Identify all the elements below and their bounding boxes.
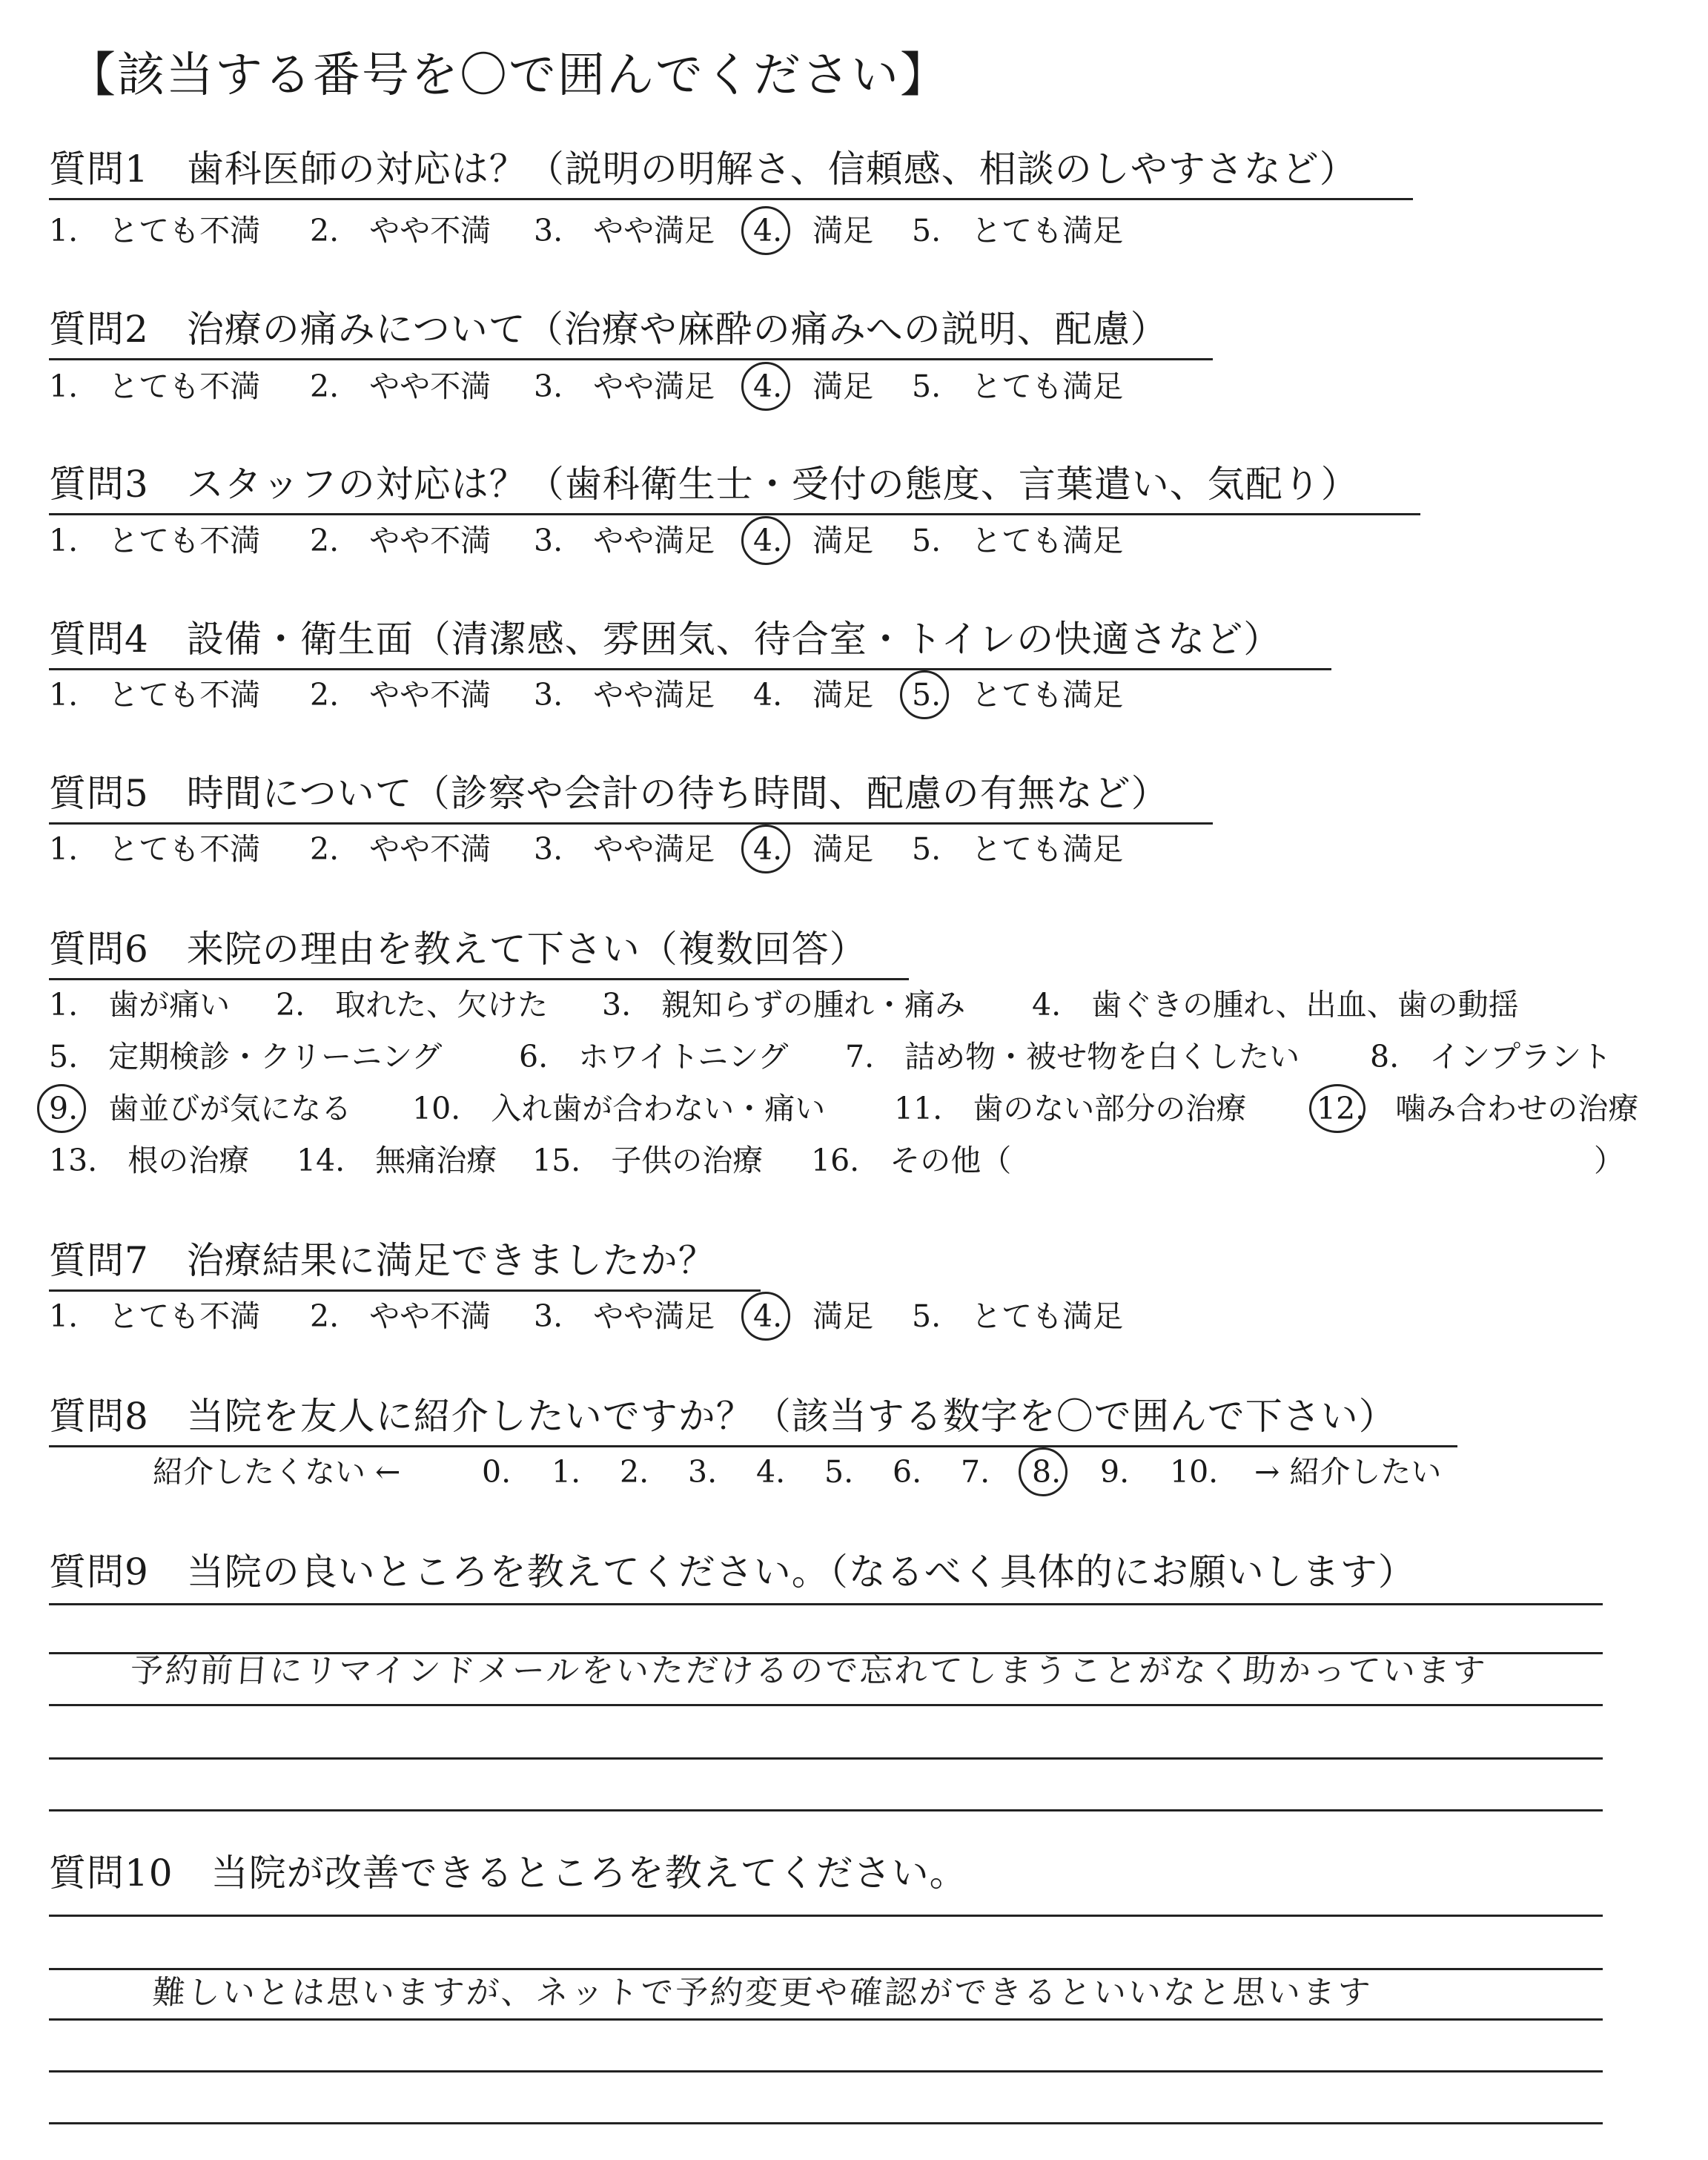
q1-option-4[interactable]: 4. 満足 <box>753 213 874 248</box>
q6-option-10[interactable]: 10. 入れ歯が合わない・痛い <box>412 1091 826 1126</box>
q5-option-3[interactable]: 3. やや満足 <box>534 831 715 867</box>
q2-option-1[interactable]: 1. とても不満 <box>49 369 261 404</box>
q2-selection-circle <box>741 362 790 411</box>
q6-option-6[interactable]: 6. ホワイトニング <box>519 1039 789 1074</box>
q8-score-0[interactable]: 0. <box>482 1454 512 1490</box>
q8-selection-circle <box>1019 1447 1068 1496</box>
q8-score-10[interactable]: 10. <box>1170 1454 1219 1490</box>
q10-handwritten-answer[interactable]: 難しいとは思いますが、ネットで予約変更や確認ができるといいなと思います <box>151 1974 1374 2012</box>
q8-score-9[interactable]: 9. <box>1100 1454 1130 1490</box>
q7-option-1[interactable]: 1. とても不満 <box>49 1298 261 1334</box>
q6-option-3[interactable]: 3. 親知らずの腫れ・痛み <box>602 987 966 1023</box>
q1-option-2[interactable]: 2. やや不満 <box>310 213 491 248</box>
q4-option-4[interactable]: 4. 満足 <box>753 677 874 713</box>
q7-option-2[interactable]: 2. やや不満 <box>310 1298 491 1334</box>
question-7-underline <box>49 1289 761 1292</box>
q10-answer-line-4 <box>49 2070 1603 2073</box>
q8-score-7[interactable]: 7. <box>961 1454 990 1490</box>
q6-option-4[interactable]: 4. 歯ぐきの腫れ、出血、歯の動揺 <box>1032 987 1519 1023</box>
question-5-title: 質問5 時間について（診察や会計の待ち時間、配慮の有無など） <box>49 772 1169 815</box>
q10-answer-line-3 <box>49 2018 1603 2021</box>
question-3-title: 質問3 スタッフの対応は？（歯科衛生士・受付の態度、言葉遣い、気配り） <box>49 463 1359 506</box>
q6-option-11[interactable]: 11. 歯のない部分の治療 <box>894 1091 1247 1126</box>
question-5-underline <box>49 822 1213 825</box>
q7-selection-circle <box>741 1292 790 1341</box>
question-7-title: 質問7 治療結果に満足できましたか？ <box>49 1239 716 1282</box>
question-4-title: 質問4 設備・衛生面（清潔感、雰囲気、待合室・トイレの快適さなど） <box>49 618 1282 661</box>
q9-answer-line-3 <box>49 1704 1603 1706</box>
q4-option-3[interactable]: 3. やや満足 <box>534 677 715 713</box>
question-10-title: 質問10 当院が改善できるところを教えてください。 <box>49 1852 967 1895</box>
q8-scale-right-label: → 紹介したい <box>1254 1454 1442 1490</box>
q6-option-1[interactable]: 1. 歯が痛い <box>49 987 231 1023</box>
q6-option-5[interactable]: 5. 定期検診・クリーニング <box>49 1039 443 1074</box>
q7-option-5[interactable]: 5. とても満足 <box>912 1298 1124 1334</box>
q8-score-6[interactable]: 6. <box>893 1454 922 1490</box>
q9-answer-line-4 <box>49 1757 1603 1760</box>
q6-option-7[interactable]: 7. 詰め物・被せ物を白くしたい <box>845 1039 1300 1074</box>
q10-answer-line-5 <box>49 2122 1603 2124</box>
q6-option-14[interactable]: 14. 無痛治療 <box>297 1143 497 1178</box>
q6-other-close-paren: ） <box>1594 1143 1624 1178</box>
q3-option-1[interactable]: 1. とても不満 <box>49 523 261 558</box>
q5-option-1[interactable]: 1. とても不満 <box>49 831 261 867</box>
question-2-underline <box>49 358 1213 360</box>
q6-option-8[interactable]: 8. インプラント <box>1370 1039 1612 1074</box>
q8-score-2[interactable]: 2. <box>620 1454 649 1490</box>
q3-option-3[interactable]: 3. やや満足 <box>534 523 715 558</box>
q8-score-8[interactable]: 8. <box>1032 1454 1062 1490</box>
q8-score-4[interactable]: 4. <box>756 1454 786 1490</box>
question-8-underline <box>49 1445 1457 1447</box>
q6-option-15[interactable]: 15. 子供の治療 <box>532 1143 764 1178</box>
q6-option-9[interactable]: 9. 歯並びが気になる <box>49 1091 352 1126</box>
q6-option-13[interactable]: 13. 根の治療 <box>49 1143 250 1178</box>
question-9-title: 質問9 当院の良いところを教えてください。（なるべく具体的にお願いします） <box>49 1550 1416 1593</box>
q7-option-4[interactable]: 4. 満足 <box>753 1298 874 1334</box>
q8-scale-left-label: 紹介したくない ← <box>153 1454 401 1490</box>
question-8-title: 質問8 当院を友人に紹介したいですか？（該当する数字を〇で囲んで下さい） <box>49 1395 1397 1438</box>
q4-selection-circle <box>900 670 949 719</box>
question-6-title: 質問6 来院の理由を教えて下さい（複数回答） <box>49 928 867 971</box>
q1-option-1[interactable]: 1. とても不満 <box>49 213 261 248</box>
question-1-title: 質問1 歯科医師の対応は？（説明の明解さ、信頼感、相談のしやすさなど） <box>49 148 1357 191</box>
q5-option-4[interactable]: 4. 満足 <box>753 831 874 867</box>
q5-option-5[interactable]: 5. とても満足 <box>912 831 1124 867</box>
q8-score-1[interactable]: 1. <box>552 1454 581 1490</box>
q3-option-4[interactable]: 4. 満足 <box>753 523 874 558</box>
q6-option-12[interactable]: 12. 噛み合わせの治療 <box>1317 1091 1639 1126</box>
q6-selection-circle-12 <box>1309 1084 1366 1133</box>
q4-option-5[interactable]: 5. とても満足 <box>912 677 1124 713</box>
q5-selection-circle <box>741 825 790 873</box>
question-2-title: 質問2 治療の痛みについて（治療や麻酔の痛みへの説明、配慮） <box>49 308 1168 351</box>
q3-selection-circle <box>741 516 790 565</box>
q3-option-5[interactable]: 5. とても満足 <box>912 523 1124 558</box>
q5-option-2[interactable]: 2. やや不満 <box>310 831 491 867</box>
q2-option-4[interactable]: 4. 満足 <box>753 369 874 404</box>
q2-option-5[interactable]: 5. とても満足 <box>912 369 1124 404</box>
question-4-underline <box>49 668 1331 670</box>
q4-option-2[interactable]: 2. やや不満 <box>310 677 491 713</box>
q10-answer-line-1 <box>49 1915 1603 1917</box>
page-title: 【該当する番号を〇で囲んでください】 <box>68 48 949 103</box>
q1-option-5[interactable]: 5. とても満足 <box>912 213 1124 248</box>
q9-handwritten-answer[interactable]: 予約前日にリマインドメールをいただけるので忘れてしまうことがなく助かっています <box>129 1652 1489 1690</box>
q8-score-3[interactable]: 3. <box>688 1454 718 1490</box>
q10-answer-line-2 <box>49 1968 1603 1970</box>
q6-option-2[interactable]: 2. 取れた、欠けた <box>276 987 549 1023</box>
q3-option-2[interactable]: 2. やや不満 <box>310 523 491 558</box>
q9-answer-line-5 <box>49 1809 1603 1811</box>
q9-answer-line-1 <box>49 1603 1603 1605</box>
question-3-underline <box>49 513 1420 515</box>
q4-option-1[interactable]: 1. とても不満 <box>49 677 261 713</box>
question-6-underline <box>49 978 909 980</box>
q1-option-3[interactable]: 3. やや満足 <box>534 213 715 248</box>
q6-selection-circle-9 <box>37 1084 86 1133</box>
q1-selection-circle <box>741 206 790 255</box>
q7-option-3[interactable]: 3. やや満足 <box>534 1298 715 1334</box>
q2-option-2[interactable]: 2. やや不満 <box>310 369 491 404</box>
q6-option-16[interactable]: 16. その他（ <box>811 1143 1012 1178</box>
q2-option-3[interactable]: 3. やや満足 <box>534 369 715 404</box>
q8-score-5[interactable]: 5. <box>824 1454 854 1490</box>
question-1-underline <box>49 198 1413 200</box>
